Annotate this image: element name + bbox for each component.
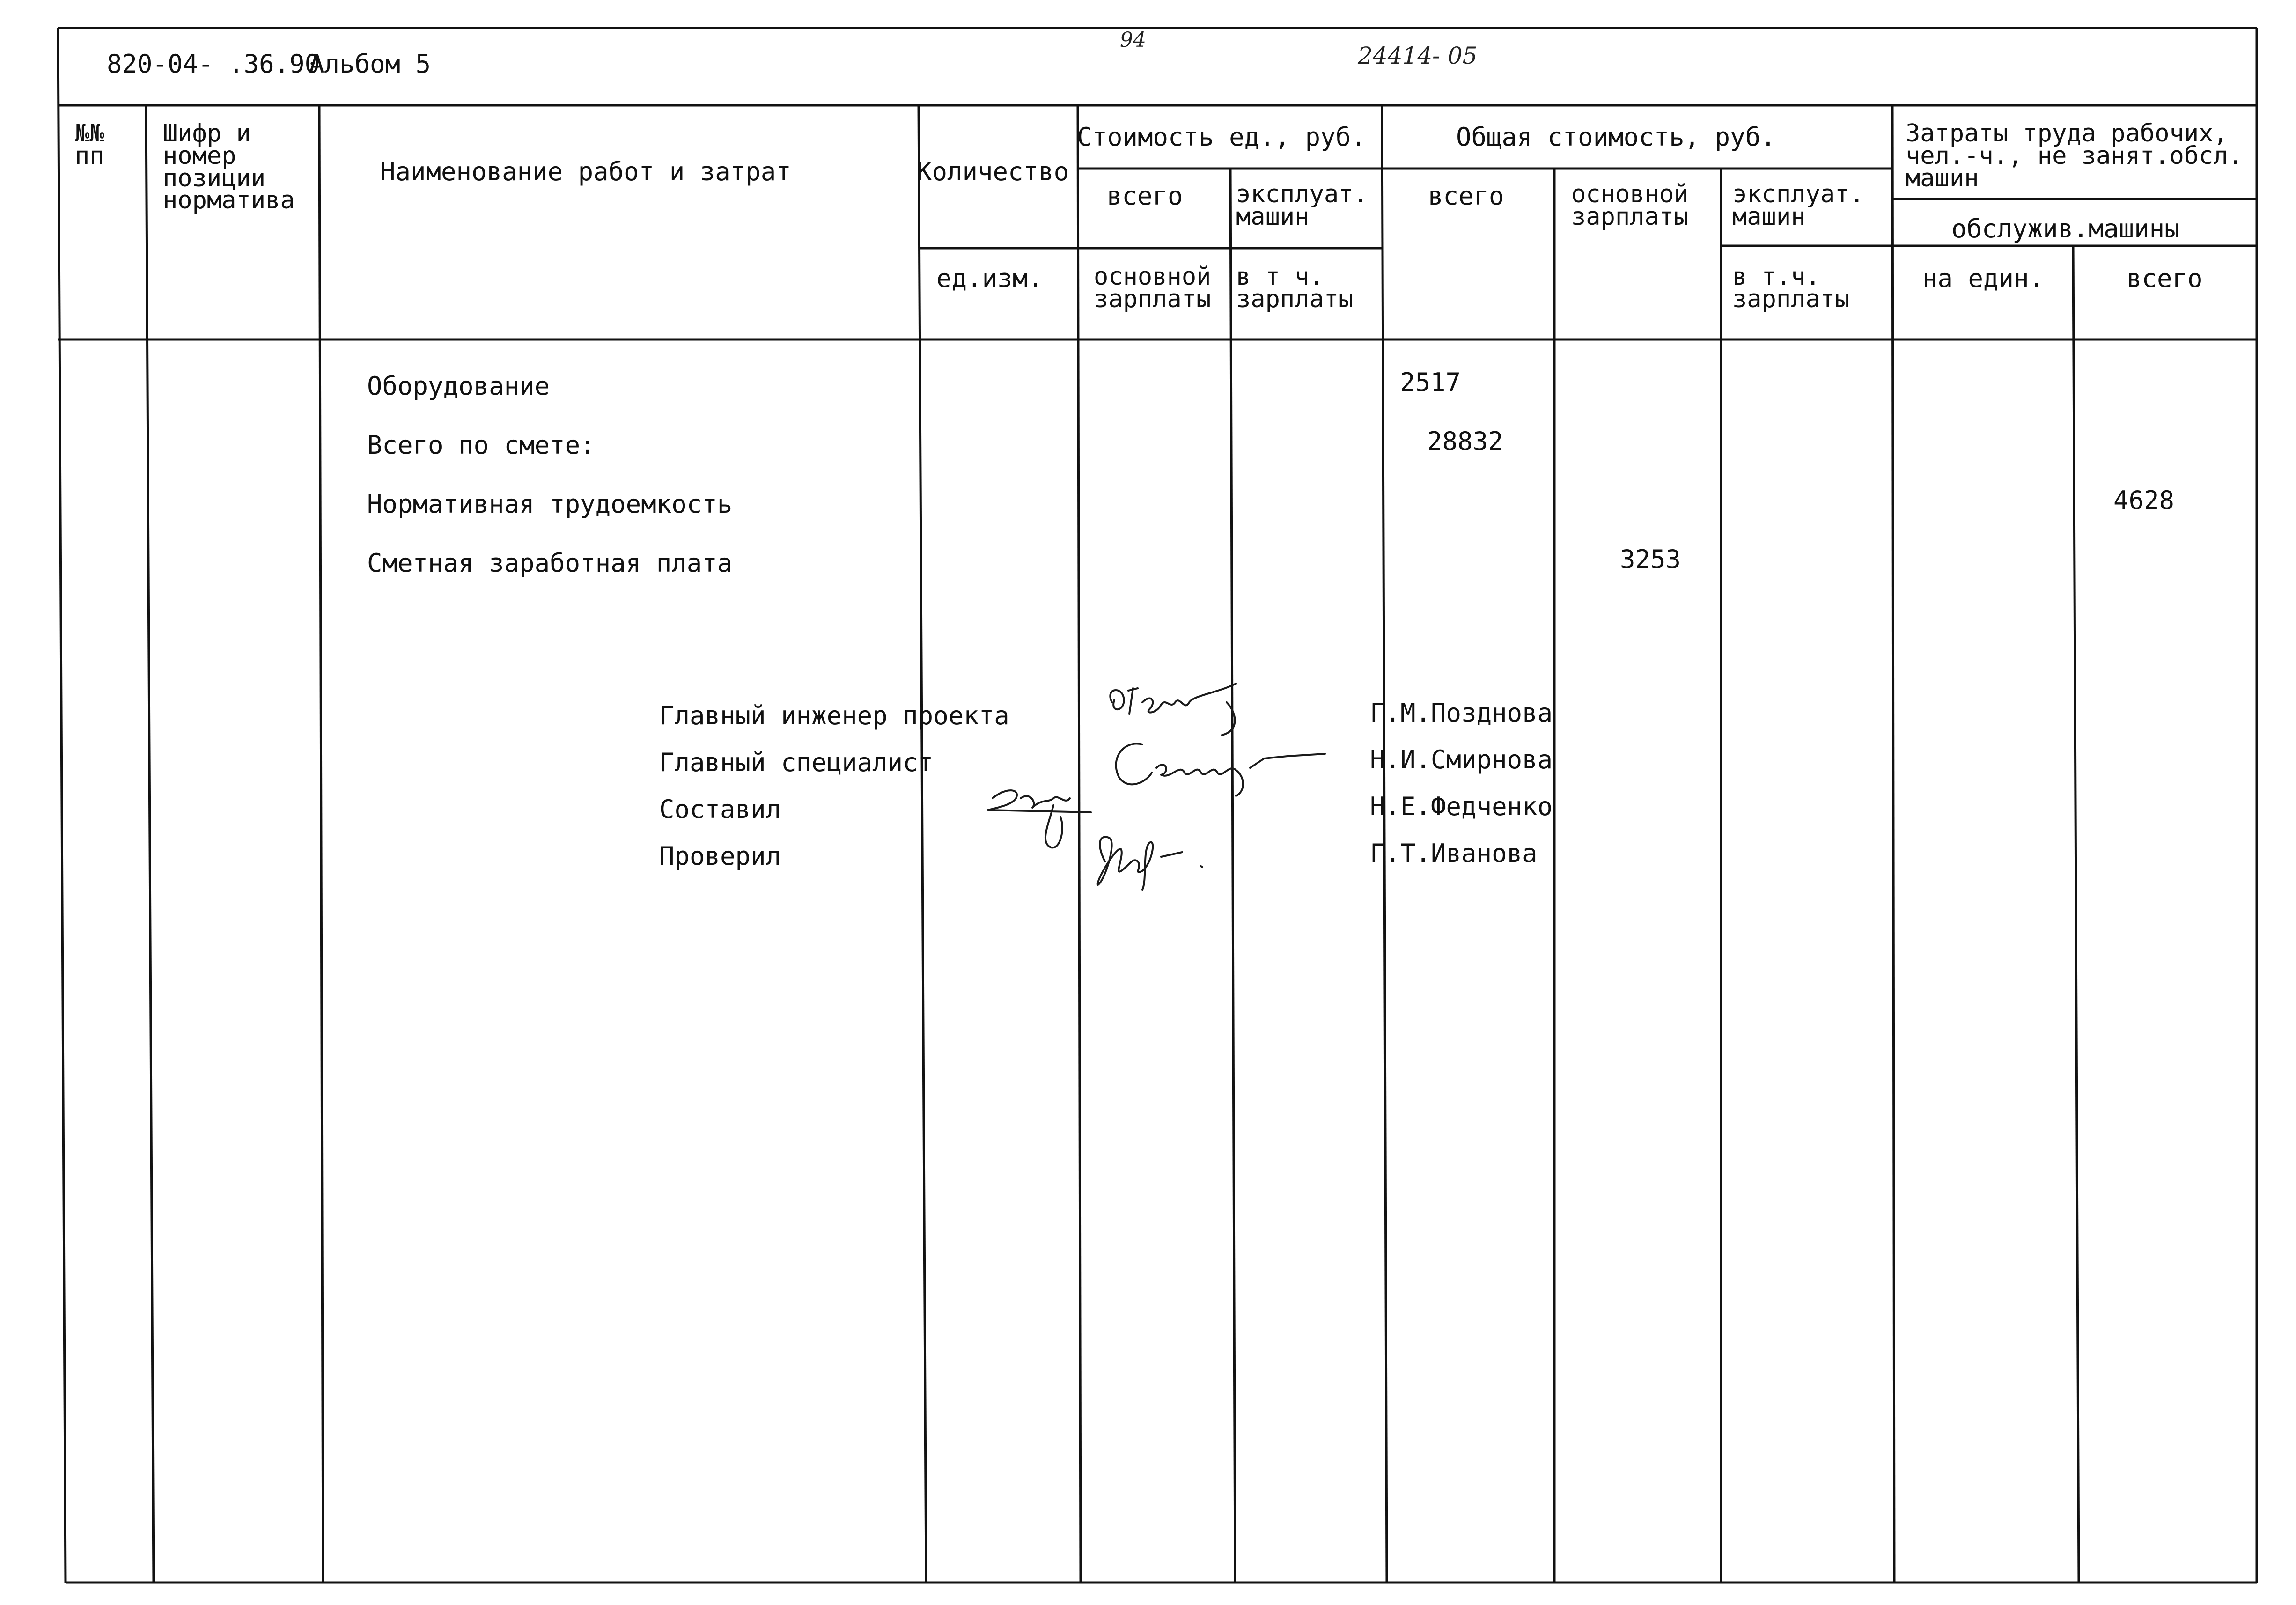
col-unit-base-salary-header: основной зарплаты [1094,263,1211,313]
col-labor-per-unit-header: на един. [1922,264,2045,293]
col-labor-total-header: всего [2127,264,2203,293]
col-unit-machines-salary-header: в т ч. зарплаты [1236,263,1354,313]
row-label: Нормативная трудоемкость [367,489,733,519]
doc-number: 24414- 05 [1358,42,1478,69]
row-label: Оборудование [367,371,550,401]
row-labor-total-value: 4628 [2113,486,2175,515]
album-label: Альбом 5 [309,49,431,79]
col-num-header: №№ пп [75,119,104,170]
row-total-all-value: 2517 [1400,368,1461,397]
row-label: Сметная заработная плата [367,548,733,578]
signature-role: Проверил [659,841,781,871]
col-name-header: Наименование работ и затрат [380,157,791,186]
signature-role: Главный специалист [659,748,934,777]
row-base-salary-value: 3253 [1620,545,1681,574]
col-labor-service-header: обслужив.машины [1951,214,2180,243]
signature-name: Н.Е.Федченко [1370,792,1553,821]
col-unit-header: ед.изм. [936,264,1043,293]
col-total-machines-header: эксплуат. машин [1732,180,1864,231]
col-unit-cost-header: Стоимость ед., руб. [1077,122,1366,152]
col-total-all-header: всего [1428,181,1504,211]
signature-role: Главный инженер проекта [659,701,1009,730]
col-quantity-header: Количество [917,157,1069,186]
signature-name: Н.И.Смирнова [1370,745,1553,774]
doc-code: 820-04- .36.90 [107,49,320,79]
col-total-base-salary-header: основной зарплаты [1571,180,1689,231]
signature-name: Г.Т.Иванова [1370,839,1538,868]
signature-role: Составил [659,795,781,824]
col-cipher-header: Шифр и номер позиции норматива [163,119,295,215]
page-number: 94 [1120,28,1146,52]
col-unit-total-header: всего [1107,181,1183,211]
row-total-all-value: 28832 [1427,427,1503,456]
signature-name: Г.М.Позднова [1370,698,1553,728]
col-unit-machines-header: эксплуат. машин [1236,180,1368,231]
row-label: Всего по смете: [367,430,596,460]
col-total-machines-salary-header: в т.ч. зарплаты [1732,263,1850,313]
col-total-cost-header: Общая стоимость, руб. [1456,122,1776,152]
col-labor-header: Затраты труда рабочих, чел.-ч., не занят.обсл. машин [1906,119,2243,192]
